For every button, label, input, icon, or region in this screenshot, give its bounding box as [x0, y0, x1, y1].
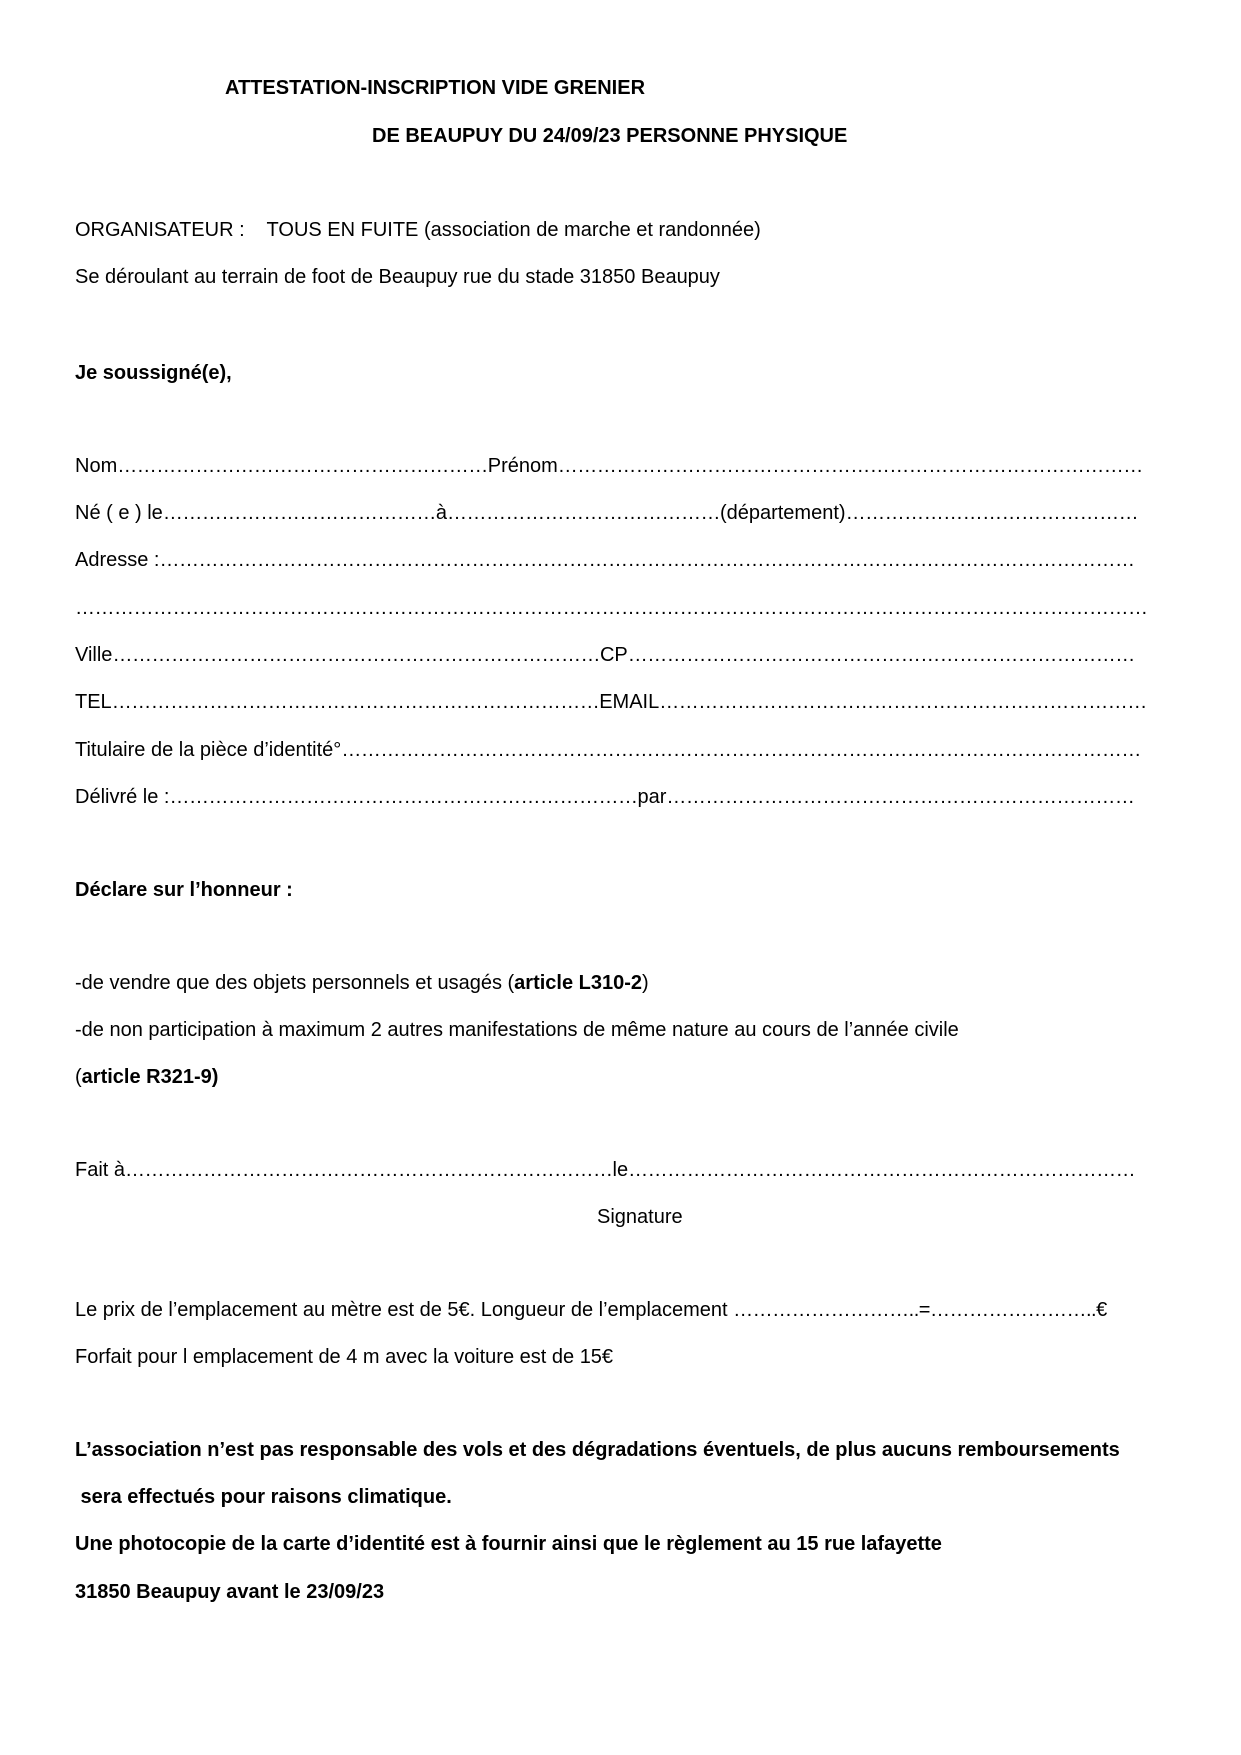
- fait-place-field[interactable]: …………………………………………………………………: [125, 1159, 613, 1181]
- delivre-row: [75, 785, 1134, 809]
- prenom-field[interactable]: ………………………………………………………………………………: [557, 455, 1143, 477]
- prenom-label: Prénom: [487, 455, 558, 477]
- organizer-location: Se déroulant au terrain de foot de Beaupuy rue du stade 31850 Beaupuy: [75, 266, 720, 288]
- signature-label: Signature: [597, 1206, 683, 1228]
- declare-item-1: [75, 971, 649, 995]
- cp-label: CP: [599, 644, 628, 666]
- a-label: à: [435, 502, 447, 524]
- adresse-row: [75, 548, 1134, 572]
- declare-item-1-text: -de vendre que des objets personnels et usagés (: [75, 972, 515, 994]
- organizer-line: [75, 218, 761, 242]
- departement-field[interactable]: ………………………………………: [845, 502, 1139, 524]
- adresse-field-line-2[interactable]: …………………………………………………………………………………………………………………………………………………: [75, 597, 1148, 619]
- longueur-field[interactable]: ………………………..=……………………..€: [733, 1299, 1107, 1321]
- nom-field[interactable]: …………………………………………………: [117, 455, 488, 477]
- cp-field[interactable]: ……………………………………………………………………: [627, 644, 1135, 666]
- article-r321-9: article R321-9): [81, 1066, 219, 1088]
- title-line-2: DE BEAUPUY DU 24/09/23 PERSONNE PHYSIQUE: [372, 125, 848, 147]
- nom-prenom-row: [75, 454, 1143, 478]
- tel-label: TEL: [75, 691, 112, 713]
- declare-heading: Déclare sur l’honneur :: [75, 879, 293, 901]
- fait-date-field[interactable]: ……………………………………………………………………: [628, 1159, 1136, 1181]
- ne-label: Né ( e ) le: [75, 502, 163, 524]
- title-line-1: ATTESTATION-INSCRIPTION VIDE GRENIER: [225, 77, 646, 99]
- undersigned-heading: Je soussigné(e),: [75, 362, 232, 384]
- pricing-text: Le prix de l’emplacement au mètre est de 5€. Longueur de l’emplacement: [75, 1299, 734, 1321]
- titulaire-row: [75, 738, 1141, 762]
- organizer-name: TOUS EN FUITE (association de marche et randonnée): [266, 219, 761, 241]
- note-line-1: L’association n’est pas responsable des vols et des dégradations éventuels, de plus aucuns remboursements: [75, 1439, 1120, 1461]
- article-l310-2: article L310-2: [514, 972, 643, 994]
- ville-label: Ville: [75, 644, 113, 666]
- declare-item-2: -de non participation à maximum 2 autres manifestations de même nature au cours de l’année civile: [75, 1019, 959, 1041]
- adresse-field[interactable]: ……………………………………………………………………………………………………………………………………: [159, 549, 1135, 571]
- note-line-3: Une photocopie de la carte d’identité est à fournir ainsi que le règlement au 15 rue lafayette: [75, 1533, 942, 1555]
- departement-label: (département): [719, 502, 846, 524]
- note-line-4: 31850 Beaupuy avant le 23/09/23: [75, 1581, 385, 1603]
- delivre-label: Délivré le :: [75, 786, 170, 808]
- email-field[interactable]: …………………………………………………………………: [659, 691, 1147, 713]
- fait-row: [75, 1158, 1135, 1182]
- ville-field[interactable]: …………………………………………………………………: [112, 644, 600, 666]
- ville-cp-row: [75, 643, 1135, 667]
- declare-item-2-ref-line: [75, 1065, 218, 1089]
- birthplace-field[interactable]: ……………………………………: [446, 502, 720, 524]
- fait-le-label: le: [612, 1159, 629, 1181]
- declare-item-2-open: (: [75, 1066, 82, 1088]
- organizer-label: ORGANISATEUR :: [75, 219, 245, 241]
- pricing-line-2: Forfait pour l emplacement de 4 m avec la voiture est de 15€: [75, 1346, 614, 1368]
- titulaire-label: Titulaire de la pièce d’identité°: [75, 739, 342, 761]
- titulaire-field[interactable]: ……………………………………………………………………………………………………………: [341, 739, 1141, 761]
- par-label: par: [637, 786, 667, 808]
- tel-field[interactable]: …………………………………………………………………: [111, 691, 600, 713]
- adresse-label: Adresse :: [75, 549, 160, 571]
- fait-label: Fait à: [75, 1159, 126, 1181]
- par-field[interactable]: ………………………………………………………………: [666, 786, 1135, 808]
- birthdate-field[interactable]: ……………………………………: [162, 502, 436, 524]
- birth-row: [75, 501, 1138, 525]
- declare-item-1-close: ): [642, 972, 649, 994]
- pricing-line-1: [75, 1298, 1107, 1322]
- note-line-2: sera effectués pour raisons climatique.: [75, 1486, 452, 1508]
- email-label: EMAIL: [599, 691, 660, 713]
- delivre-field[interactable]: ………………………………………………………………: [169, 786, 638, 808]
- tel-email-row: [75, 690, 1147, 714]
- nom-label: Nom: [75, 455, 118, 477]
